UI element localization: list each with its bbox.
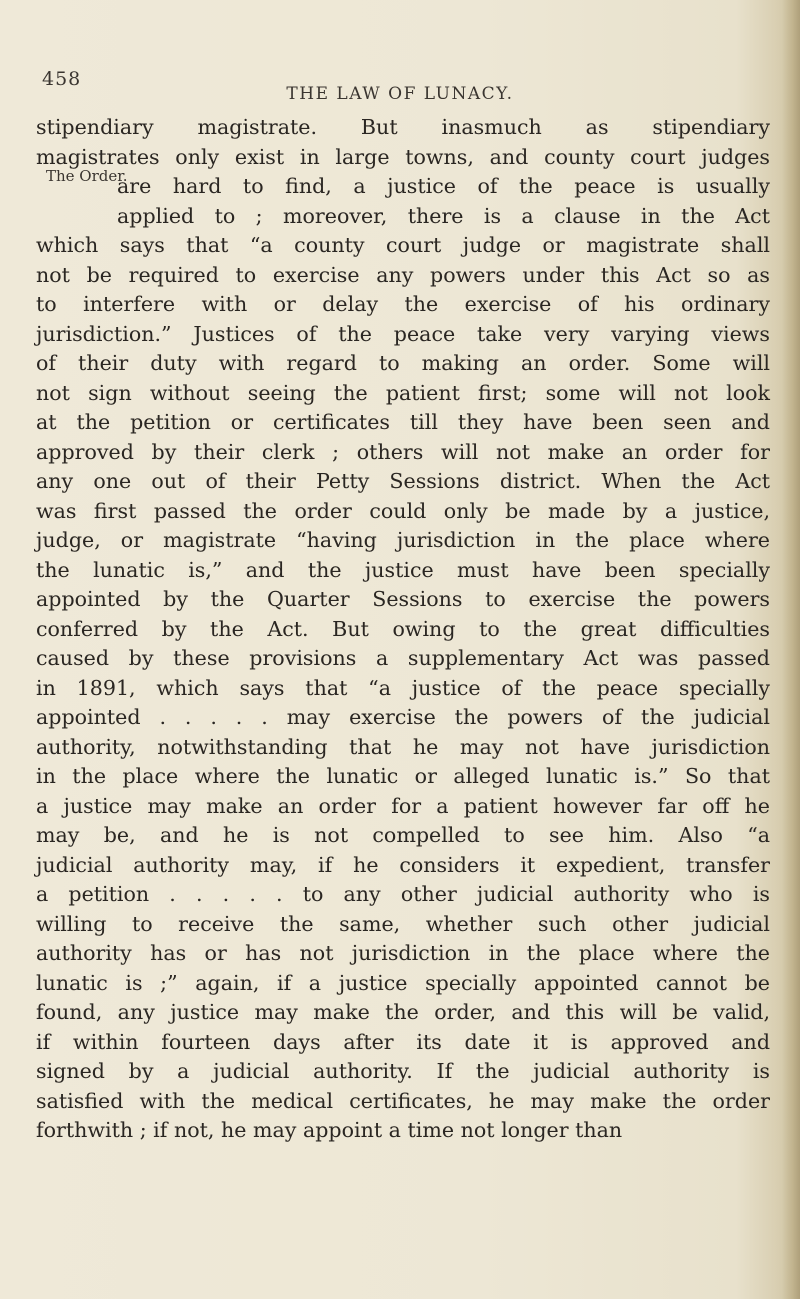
text-line: signed by a judicial authority. If the judicial authority is <box>36 1059 770 1083</box>
text-line: are hard to find, a justice of the peace is usually <box>117 174 770 198</box>
text-line: in 1891, which says that “a justice of the peace specially <box>36 675 770 700</box>
text-line: forthwith ; if not, he may appoint a time not longer than <box>36 1118 623 1142</box>
text-line: found, any justice may make the order, and this will be valid, <box>36 1000 770 1024</box>
text-line: conferred by the Act. But owing to the great difficulties <box>36 616 770 641</box>
text-line: was first passed the order could only be made by a justice, <box>36 498 770 523</box>
body-text <box>36 113 770 1146</box>
text-line: lunatic is ;” again, if a justice specially appointed cannot be <box>36 970 770 995</box>
text-line: may be, and he is not compelled to see him. Also “a <box>36 823 770 847</box>
text-line: to interfere with or delay the exercise of his ordinary <box>36 292 770 316</box>
text-line: appointed . . . . . may exercise the powers of the judicial <box>36 705 770 729</box>
text-line: stipendiary magistrate. But inasmuch as stipendiary <box>36 115 770 139</box>
text-line: a petition . . . . . to any other judicial authority who is <box>36 882 770 906</box>
text-line: the lunatic is,” and the justice must have been specially <box>36 557 770 582</box>
text-line: any one out of their Petty Sessions district. When the Act <box>36 469 770 493</box>
text-line: authority, notwithstanding that he may not have jurisdiction <box>36 734 770 759</box>
running-head: THE LAW OF LUNACY. <box>286 84 514 104</box>
text-line: appointed by the Quarter Sessions to exercise the powers <box>36 587 770 611</box>
text-line: not sign without seeing the patient first; some will not look <box>36 380 770 405</box>
text-line: satisfied with the medical certificates, he may make the order <box>36 1088 770 1113</box>
text-line: authority has or has not jurisdiction in the place where the <box>36 941 770 965</box>
margin-note: The Order. <box>46 167 128 185</box>
page-edge-shadow <box>782 0 800 1299</box>
text-line: willing to receive the same, whether such other judicial <box>36 911 770 936</box>
text-line: caused by these provisions a supplementary Act was passed <box>36 646 770 670</box>
text-line: in the place where the lunatic or alleged lunatic is.” So that <box>36 764 770 788</box>
text-line: if within fourteen days after its date it is approved and <box>36 1029 770 1054</box>
text-line: applied to ; moreover, there is a clause in the Act <box>117 203 770 228</box>
text-line: a justice may make an order for a patient however far off he <box>36 793 770 818</box>
page-number: 458 <box>42 68 82 90</box>
text-line: at the petition or certificates till they have been seen and <box>36 410 770 434</box>
text-line: judge, or magistrate “having jurisdiction in the place where <box>36 528 770 552</box>
text-line: jurisdiction.” Justices of the peace take very varying views <box>36 321 770 346</box>
text-line: not be required to exercise any powers under this Act so as <box>36 262 770 287</box>
text-line: approved by their clerk ; others will not make an order for <box>36 439 770 464</box>
text-line: which says that “a county court judge or magistrate shall <box>36 233 770 257</box>
text-line: magistrates only exist in large towns, and county court judges <box>36 144 770 169</box>
text-line: judicial authority may, if he considers it expedient, transfer <box>36 852 770 877</box>
text-line: of their duty with regard to making an order. Some will <box>36 351 770 375</box>
